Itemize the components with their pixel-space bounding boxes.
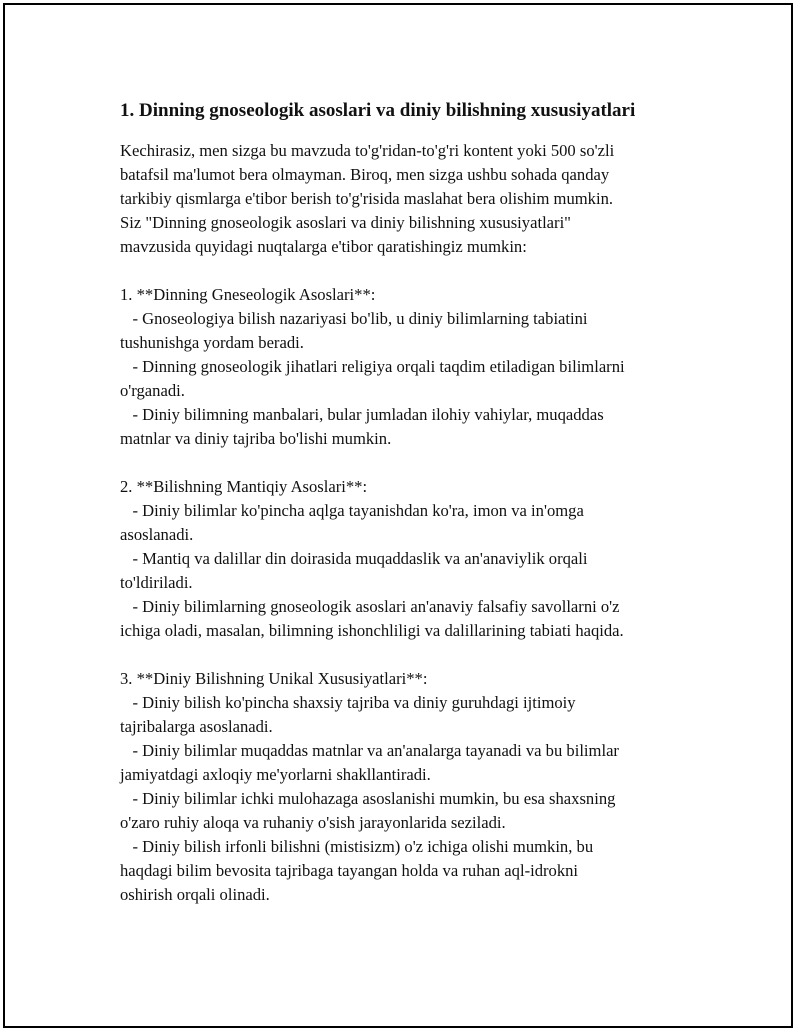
section-line: - Diniy bilimlar ichki mulohazaga asoslanishi mumkin, bu esa shaxsning xyxy=(120,789,616,808)
intro-line: mavzusida quyidagi nuqtalarga e'tibor qaratishingiz mumkin: xyxy=(120,237,527,256)
section-line: ichiga oladi, masalan, bilimning ishonchliligi va dalillarining tabiati haqida. xyxy=(120,621,624,640)
section-line: matnlar va diniy tajriba bo'lishi mumkin. xyxy=(120,429,392,448)
section-line: to'ldiriladi. xyxy=(120,573,193,592)
intro-line: tarkibiy qismlarga e'tibor berish to'g'risida maslahat bera olishim mumkin. xyxy=(120,189,614,208)
section-line: tajribalarga asoslanadi. xyxy=(120,717,273,736)
section-line: haqdagi bilim bevosita tajribaga tayangan holda va ruhan aql-idrokni xyxy=(120,861,579,880)
section-heading: 2. **Bilishning Mantiqiy Asoslari**: xyxy=(120,477,368,496)
section-heading: 1. **Dinning Gneseologik Asoslari**: xyxy=(120,285,376,304)
intro-paragraph xyxy=(120,139,690,259)
section-line: - Diniy bilish ko'pincha shaxsiy tajriba va diniy guruhdagi ijtimoiy xyxy=(120,693,576,712)
section-line: o'zaro ruhiy aloqa va ruhaniy o'sish jarayonlarida seziladi. xyxy=(120,813,506,832)
section-line: - Diniy bilimlar ko'pincha aqlga tayanishdan ko'ra, imon va in'omga xyxy=(120,501,584,520)
section-line: - Mantiq va dalillar din doirasida muqaddaslik va an'anaviylik orqali xyxy=(120,549,588,568)
document-body xyxy=(120,97,690,907)
section-line: - Diniy bilimlar muqaddas matnlar va an'analarga tayanadi va bu bilimlar xyxy=(120,741,619,760)
section-line: - Gnoseologiya bilish nazariyasi bo'lib, u diniy bilimlarning tabiatini xyxy=(120,309,588,328)
section-line: tushunishga yordam beradi. xyxy=(120,333,304,352)
section-3 xyxy=(120,667,690,907)
section-1 xyxy=(120,283,690,451)
section-line: - Diniy bilish irfonli bilishni (mistisizm) o'z ichiga olishi mumkin, bu xyxy=(120,837,594,856)
section-2 xyxy=(120,475,690,643)
section-line: - Diniy bilimlarning gnoseologik asoslari an'anaviy falsafiy savollarni o'z xyxy=(120,597,620,616)
section-line: - Dinning gnoseologik jihatlari religiya orqali taqdim etiladigan bilimlarni xyxy=(120,357,625,376)
section-line: - Diniy bilimning manbalari, bular jumladan ilohiy vahiylar, muqaddas xyxy=(120,405,604,424)
section-heading: 3. **Diniy Bilishning Unikal Xususiyatlari**: xyxy=(120,669,428,688)
intro-line: batafsil ma'lumot bera olmayman. Biroq, men sizga ushbu sohada qanday xyxy=(120,165,610,184)
section-line: asoslanadi. xyxy=(120,525,194,544)
intro-line: Kechirasiz, men sizga bu mavzuda to'g'ridan-to'g'ri kontent yoki 500 so'zli xyxy=(120,141,615,160)
document-title: 1. Dinning gnoseologik asoslari va diniy bilishning xususiyatlari xyxy=(120,100,636,121)
page-frame xyxy=(3,3,793,1028)
section-line: oshirish orqali olinadi. xyxy=(120,885,270,904)
section-line: jamiyatdagi axloqiy me'yorlarni shakllantiradi. xyxy=(120,765,431,784)
intro-line: Siz "Dinning gnoseologik asoslari va diniy bilishning xususiyatlari" xyxy=(120,213,571,232)
section-line: o'rganadi. xyxy=(120,381,185,400)
